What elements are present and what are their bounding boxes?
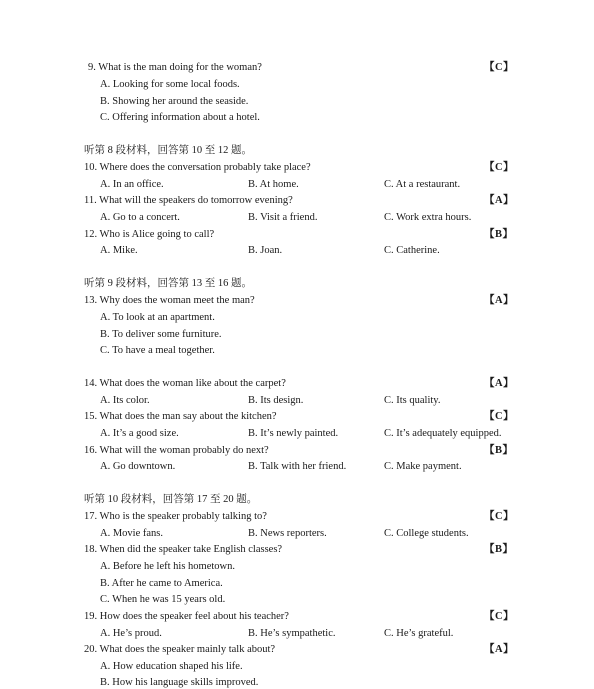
option-19c: C. He’s grateful. bbox=[384, 628, 454, 639]
option-14c: C. Its quality. bbox=[384, 395, 441, 406]
question-18: 18. When did the speaker take English classes? bbox=[84, 544, 283, 555]
option-9c: C. Offering information about a hotel. bbox=[100, 112, 260, 123]
option-16c: C. Make payment. bbox=[384, 461, 462, 472]
option-13c: C. To have a meal together. bbox=[100, 345, 215, 356]
section-10-heading: 听第 10 段材料，回答第 17 至 20 题。 bbox=[84, 494, 258, 505]
option-16b: B. Talk with her friend. bbox=[248, 461, 347, 472]
answer-16: 【B】 bbox=[484, 445, 514, 456]
answer-12: 【B】 bbox=[484, 229, 514, 240]
answer-13: 【A】 bbox=[484, 295, 515, 306]
option-14a: A. Its color. bbox=[100, 395, 150, 406]
option-12b: B. Joan. bbox=[248, 245, 283, 256]
option-18b: B. After he came to America. bbox=[100, 578, 223, 589]
option-20a: A. How education shaped his life. bbox=[100, 661, 243, 672]
answer-18: 【B】 bbox=[484, 544, 514, 555]
answer-14: 【A】 bbox=[484, 378, 515, 389]
question-9: 9. What is the man doing for the woman? bbox=[88, 62, 262, 73]
option-11c: C. Work extra hours. bbox=[384, 212, 472, 223]
question-15: 15. What does the man say about the kitchen? bbox=[84, 411, 277, 422]
answer-10: 【C】 bbox=[484, 162, 515, 173]
question-12: 12. Who is Alice going to call? bbox=[84, 229, 215, 240]
option-15b: B. It’s newly painted. bbox=[248, 428, 339, 439]
option-15c: C. It’s adequately equipped. bbox=[384, 428, 502, 439]
option-9b: B. Showing her around the seaside. bbox=[100, 96, 249, 107]
question-14: 14. What does the woman like about the carpet? bbox=[84, 378, 286, 389]
question-19: 19. How does the speaker feel about his teacher? bbox=[84, 611, 289, 622]
answer-19: 【C】 bbox=[484, 611, 515, 622]
option-17a: A. Movie fans. bbox=[100, 528, 163, 539]
option-10c: C. At a restaurant. bbox=[384, 179, 461, 190]
section-9-heading: 听第 9 段材料，回答第 13 至 16 题。 bbox=[84, 278, 252, 289]
answer-11: 【A】 bbox=[484, 195, 515, 206]
section-8-heading: 听第 8 段材料，回答第 10 至 12 题。 bbox=[84, 145, 252, 156]
option-16a: A. Go downtown. bbox=[100, 461, 176, 472]
option-14b: B. Its design. bbox=[248, 395, 304, 406]
question-16: 16. What will the woman probably do next? bbox=[84, 445, 269, 456]
option-19b: B. He’s sympathetic. bbox=[248, 628, 336, 639]
question-13: 13. Why does the woman meet the man? bbox=[84, 295, 255, 306]
option-17b: B. News reporters. bbox=[248, 528, 327, 539]
question-10: 10. Where does the conversation probably take place? bbox=[84, 162, 311, 173]
answer-9: 【C】 bbox=[484, 62, 515, 73]
option-18c: C. When he was 15 years old. bbox=[100, 594, 226, 605]
option-9a: A. Looking for some local foods. bbox=[100, 79, 240, 90]
option-11b: B. Visit a friend. bbox=[248, 212, 318, 223]
answer-20: 【A】 bbox=[484, 644, 515, 655]
option-11a: A. Go to a concert. bbox=[100, 212, 180, 223]
question-11: 11. What will the speakers do tomorrow evening? bbox=[84, 195, 293, 206]
answer-17: 【C】 bbox=[484, 511, 515, 522]
answer-15: 【C】 bbox=[484, 411, 515, 422]
option-10b: B. At home. bbox=[248, 179, 299, 190]
option-15a: A. It’s a good size. bbox=[100, 428, 179, 439]
option-13a: A. To look at an apartment. bbox=[100, 312, 215, 323]
option-20b: B. How his language skills improved. bbox=[100, 677, 259, 688]
option-12c: C. Catherine. bbox=[384, 245, 440, 256]
option-13b: B. To deliver some furniture. bbox=[100, 329, 222, 340]
option-19a: A. He’s proud. bbox=[100, 628, 162, 639]
question-17: 17. Who is the speaker probably talking to? bbox=[84, 511, 267, 522]
option-12a: A. Mike. bbox=[100, 245, 138, 256]
question-20: 20. What does the speaker mainly talk about? bbox=[84, 644, 276, 655]
option-18a: A. Before he left his hometown. bbox=[100, 561, 236, 572]
option-17c: C. College students. bbox=[384, 528, 469, 539]
option-10a: A. In an office. bbox=[100, 179, 164, 190]
